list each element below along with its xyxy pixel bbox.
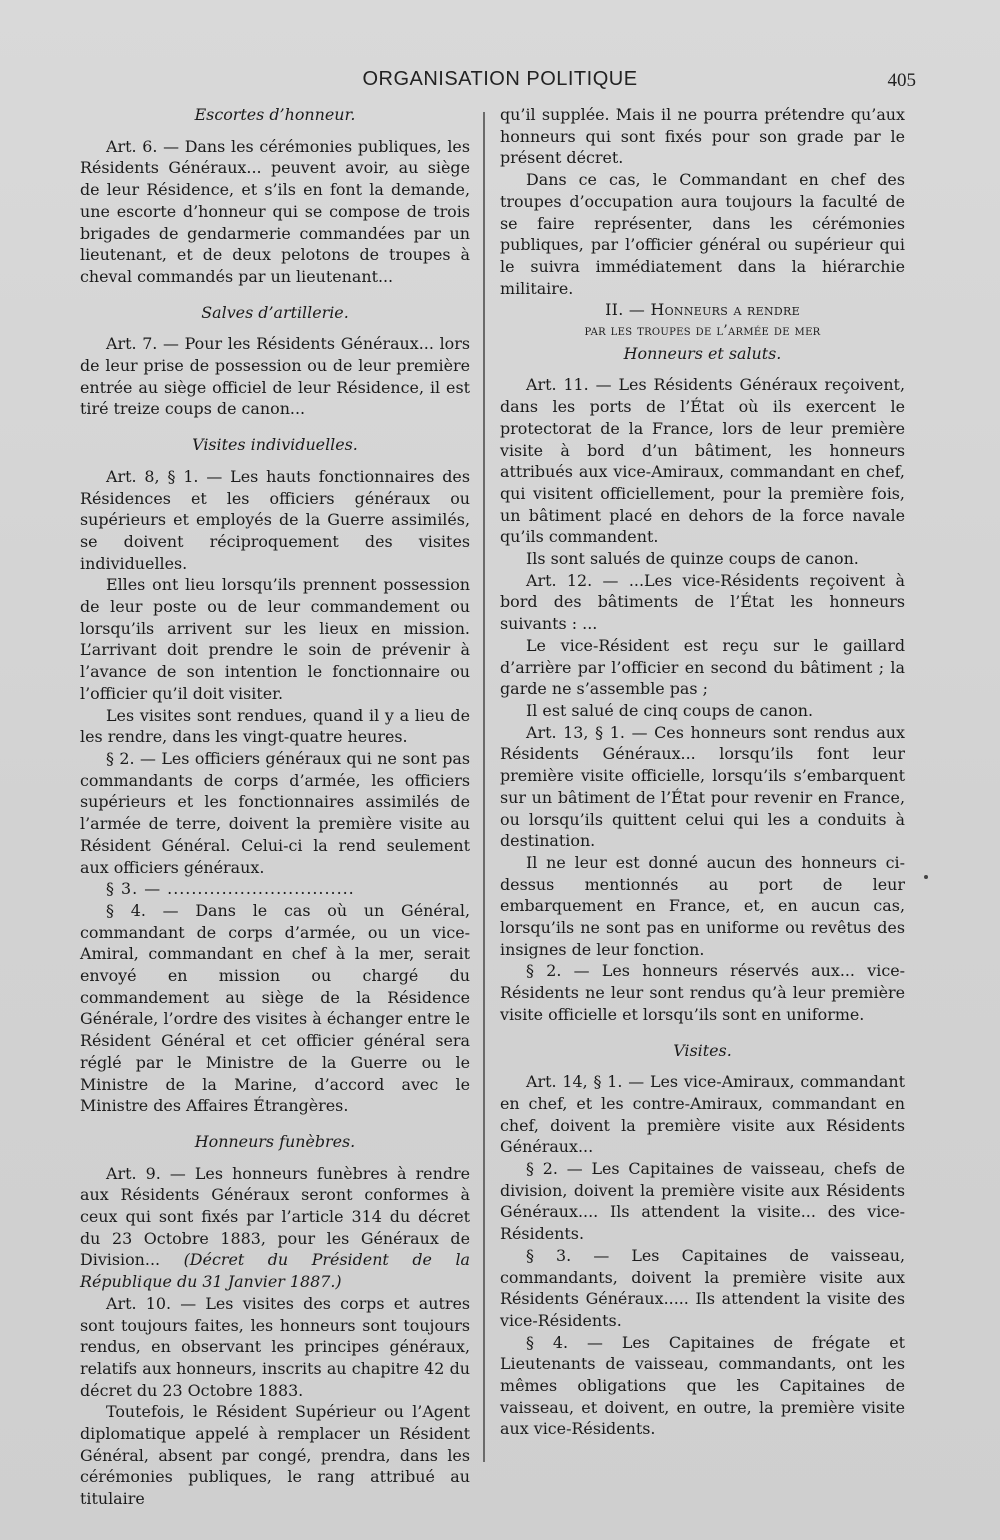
article-8-1: Art. 8, § 1. — Les hauts fonctionnaires des Résidences et les officiers généraux ou supérieurs et employés de la Guerre assimilés, se doivent réciproquement des visites individuelles. bbox=[80, 466, 470, 573]
article-13-1-paragraph-2: Il ne leur est donné aucun des honneurs ci-dessus mentionnés au port de leur embarquement en France, et, en aucun cas, lorsqu’ils ne sont pas en uniforme ou revêtus des insignes de leur fonction. bbox=[500, 852, 905, 959]
left-column bbox=[80, 104, 470, 1510]
article-12: Art. 12. — ...Les vice-Résidents reçoivent à bord des bâtiments de l’État les honneurs suivants : ... bbox=[500, 570, 905, 634]
section-ii-subheading: par les troupes de l’armée de mer bbox=[584, 323, 821, 340]
article-14-3: § 3. — Les Capitaines de vaisseau, commandants, doivent la première visite aux Résidents Généraux..... Ils attendent la visite des vice-Résidents. bbox=[500, 1245, 905, 1330]
heading-salves: Salves d’artillerie. bbox=[201, 302, 349, 322]
article-9 bbox=[80, 1163, 470, 1293]
running-title: ORGANISATION POLITIQUE bbox=[362, 68, 638, 90]
article-12-paragraph-2: Le vice-Résident est reçu sur le gaillard d’arrière par l’officier en second du bâtiment ; la garde ne s’assemble pas ; bbox=[500, 635, 905, 699]
heading-visites-individuelles: Visites individuelles. bbox=[192, 435, 358, 455]
article-14-1: Art. 14, § 1. — Les vice-Amiraux, commandant en chef, et les contre-Amiraux, commandant en chef, doivent la première visite aux Résidents Généraux... bbox=[500, 1072, 905, 1157]
heading-honneurs-funebres: Honneurs funèbres. bbox=[194, 1131, 356, 1151]
right-column bbox=[500, 104, 905, 1440]
article-8-4: § 4. — Dans le cas où un Général, commandant de corps d’armée, ou un vice-Amiral, commandant en chef à la mer, serait envoyé en mission ou chargé du commandement au siège de la Résidence Générale, l’ordre des visites à échanger entre le Résident Général et cet officier général sera réglé par le Ministre de la Guerre ou le Ministre de la Marine, d’accord avec le Ministre des Affaires Étrangères. bbox=[80, 900, 470, 1116]
page-number: 405 bbox=[887, 70, 916, 91]
article-10-paragraph-2: Toutefois, le Résident Supérieur ou l’Agent diplomatique appelé à remplacer un Résident Général, absent par congé, prendra, dans les cérémonies publiques, le rang attribué au titulaire bbox=[80, 1402, 470, 1509]
article-8-3: § 3. — ............................... bbox=[106, 879, 355, 899]
running-head bbox=[0, 68, 1000, 98]
heading-escortes: Escortes d’honneur. bbox=[194, 105, 356, 124]
section-ii-heading: II. — Honneurs a rendre bbox=[605, 300, 800, 320]
article-11-paragraph-2: Ils sont salués de quinze coups de canon. bbox=[526, 549, 859, 569]
heading-honneurs-saluts: Honneurs et saluts. bbox=[623, 343, 782, 363]
article-8-2: § 2. — Les officiers généraux qui ne sont pas commandants de corps d’armée, les officiers supérieurs et les fonctionnaires assimilés de l’armée de terre, doivent la première visite au Résident Général. Celui-ci la rend seulement aux officiers généraux. bbox=[80, 748, 470, 877]
continued-paragraph-2: Dans ce cas, le Commandant en chef des troupes d’occupation aura toujours la faculté de se faire représenter, dans les cérémonies publiques, par l’officier général ou supérieur qui le suivra immédiatement dans la hiérarchie militaire. bbox=[500, 170, 905, 298]
article-13-1: Art. 13, § 1. — Ces honneurs sont rendus aux Résidents Généraux... lorsqu’ils font leur première visite officielle, lorsqu’ils s’embarquent sur un bâtiment de l’État pour revenir en France, ou lorsqu’ils quittent celui qui les a conduits à destination. bbox=[500, 722, 905, 851]
column-rule bbox=[483, 112, 485, 1462]
article-8-1-paragraph-3: Les visites sont rendues, quand il y a lieu de les rendre, dans les vingt-quatre heures. bbox=[80, 705, 470, 747]
article-9-citation: (Décret du Président de la République du 31 Janvier 1887.) bbox=[80, 1250, 470, 1292]
heading-visites: Visites. bbox=[673, 1040, 732, 1060]
article-14-4: § 4. — Les Capitaines de frégate et Lieutenants de vaisseau, commandants, ont les mêmes obligations que les Capitaines de vaisseau, et doivent, en outre, la première visite aux vice-Résidents. bbox=[500, 1332, 905, 1439]
article-6: Art. 6. — Dans les cérémonies publiques, les Résidents Généraux... peuvent avoir, au siège de leur Résidence, et s’ils en font la demande, une escorte d’honneur qui se compose de trois brigades de gendarmerie commandées par un lieutenant, et de deux pelotons de troupes à cheval commandés par un lieutenant... bbox=[80, 136, 470, 286]
ink-speck bbox=[924, 875, 928, 879]
article-11: Art. 11. — Les Résidents Généraux reçoivent, dans les ports de l’État où ils exercent le protectorat de la France, lors de leur première visite à bord d’un bâtiment, les honneurs attribués aux vice-Amiraux, commandant en chef, qui visitent officiellement, pour la première fois, un bâtiment placé en dehors de la force navale qu’ils commandent. bbox=[500, 375, 905, 547]
article-13-2: § 2. — Les honneurs réservés aux... vice-Résidents ne leur sont rendus qu’à leur première visite officielle et lorsqu’ils sont en uniforme. bbox=[500, 961, 905, 1024]
article-12-paragraph-3: Il est salué de cinq coups de canon. bbox=[526, 700, 814, 720]
article-10: Art. 10. — Les visites des corps et autres sont toujours faites, les honneurs sont toujours rendus, en observant les principes généraux, relatifs aux honneurs, inscrits au chapitre 42 du décret du 23 Octobre 1883. bbox=[80, 1293, 470, 1400]
article-9-text: Art. 9. — Les honneurs funèbres à rendre aux Résidents Généraux seront conformes à ceux qui sont fixés par l’article 314 du décret du 23 Octobre 1883, pour les Généraux de Division... bbox=[80, 1163, 470, 1270]
article-8-1-paragraph-2: Elles ont lieu lorsqu’ils prennent possession de leur poste ou de leur commandement ou lorsqu’ils arrivent sur les lieux en mission. L’arrivant doit prendre le soin de prévenir à l’avance de son intention le fonctionnaire ou l’officier qu’il doit visiter. bbox=[80, 575, 470, 703]
article-7: Art. 7. — Pour les Résidents Généraux... lors de leur prise de possession ou de leur première entrée au siège officiel de leur Résidence, il est tiré treize coups de canon... bbox=[80, 334, 470, 419]
continued-paragraph: qu’il supplée. Mais il ne pourra prétendre qu’aux honneurs qui sont fixés pour son grade par le présent décret. bbox=[500, 105, 905, 168]
article-14-2: § 2. — Les Capitaines de vaisseau, chefs de division, doivent la première visite aux Résidents Généraux.... Ils attendent la visite... des vice-Résidents. bbox=[500, 1159, 905, 1244]
